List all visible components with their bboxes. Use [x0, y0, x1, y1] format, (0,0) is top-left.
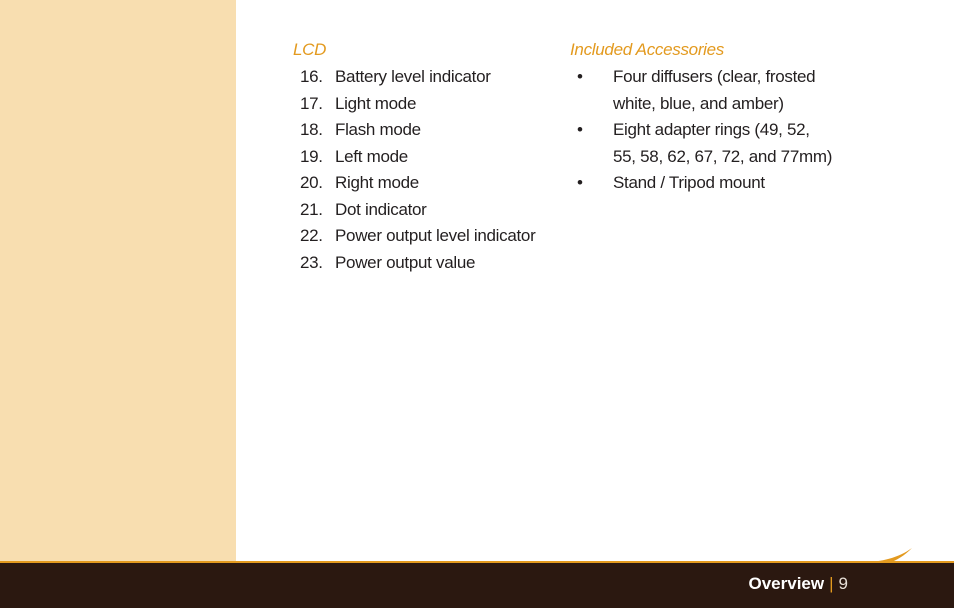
list-item — [570, 170, 870, 197]
item-label: Flash mode — [335, 120, 421, 139]
item-number: 21. — [300, 199, 323, 219]
section-name: Overview — [748, 574, 825, 593]
bullet-icon: • — [577, 120, 583, 139]
list-item — [570, 64, 870, 91]
lcd-heading: LCD — [293, 40, 327, 59]
item-number: 22. — [300, 226, 323, 245]
list-item — [570, 117, 870, 144]
item-number: 19. — [300, 146, 323, 166]
list-item — [293, 144, 553, 171]
page-number: 9 — [838, 574, 848, 593]
accessories-section — [570, 38, 870, 197]
item-number: 20. — [300, 173, 323, 192]
item-label: Left mode — [335, 146, 408, 166]
lcd-section — [293, 38, 553, 276]
list-item — [293, 91, 553, 118]
left-sidebar-panel — [0, 0, 236, 563]
item-number: 18. — [300, 120, 323, 139]
item-label: Power output level indicator — [335, 226, 536, 245]
swoosh-icon — [858, 546, 914, 566]
accessories-list — [570, 64, 870, 197]
list-item-continuation — [570, 144, 870, 171]
bullet-icon: • — [577, 173, 583, 192]
list-item — [293, 170, 553, 197]
page-footer — [749, 572, 849, 596]
item-label: white, blue, and amber) — [613, 93, 784, 113]
item-label: Dot indicator — [335, 199, 427, 219]
item-label: Right mode — [335, 173, 419, 192]
item-number: 23. — [300, 252, 323, 272]
footer-separator: | — [829, 574, 834, 593]
item-label: Light mode — [335, 93, 417, 113]
lcd-list — [293, 64, 553, 276]
accessories-heading: Included Accessories — [570, 40, 725, 59]
item-label: Four diffusers (clear, frosted — [613, 67, 816, 86]
list-item — [293, 250, 553, 277]
list-item — [293, 197, 553, 224]
list-item — [293, 117, 553, 144]
item-label: Power output value — [335, 252, 476, 272]
item-label: Stand / Tripod mount — [613, 173, 765, 192]
list-item — [293, 223, 553, 250]
item-label: Eight adapter rings (49, 52, — [613, 120, 810, 139]
item-number: 17. — [300, 93, 323, 113]
bullet-icon: • — [577, 67, 583, 86]
list-item — [293, 64, 553, 91]
item-label: Battery level indicator — [335, 67, 491, 86]
list-item-continuation — [570, 91, 870, 118]
item-number: 16. — [300, 67, 323, 86]
item-label: 55, 58, 62, 67, 72, and 77mm) — [613, 146, 833, 166]
